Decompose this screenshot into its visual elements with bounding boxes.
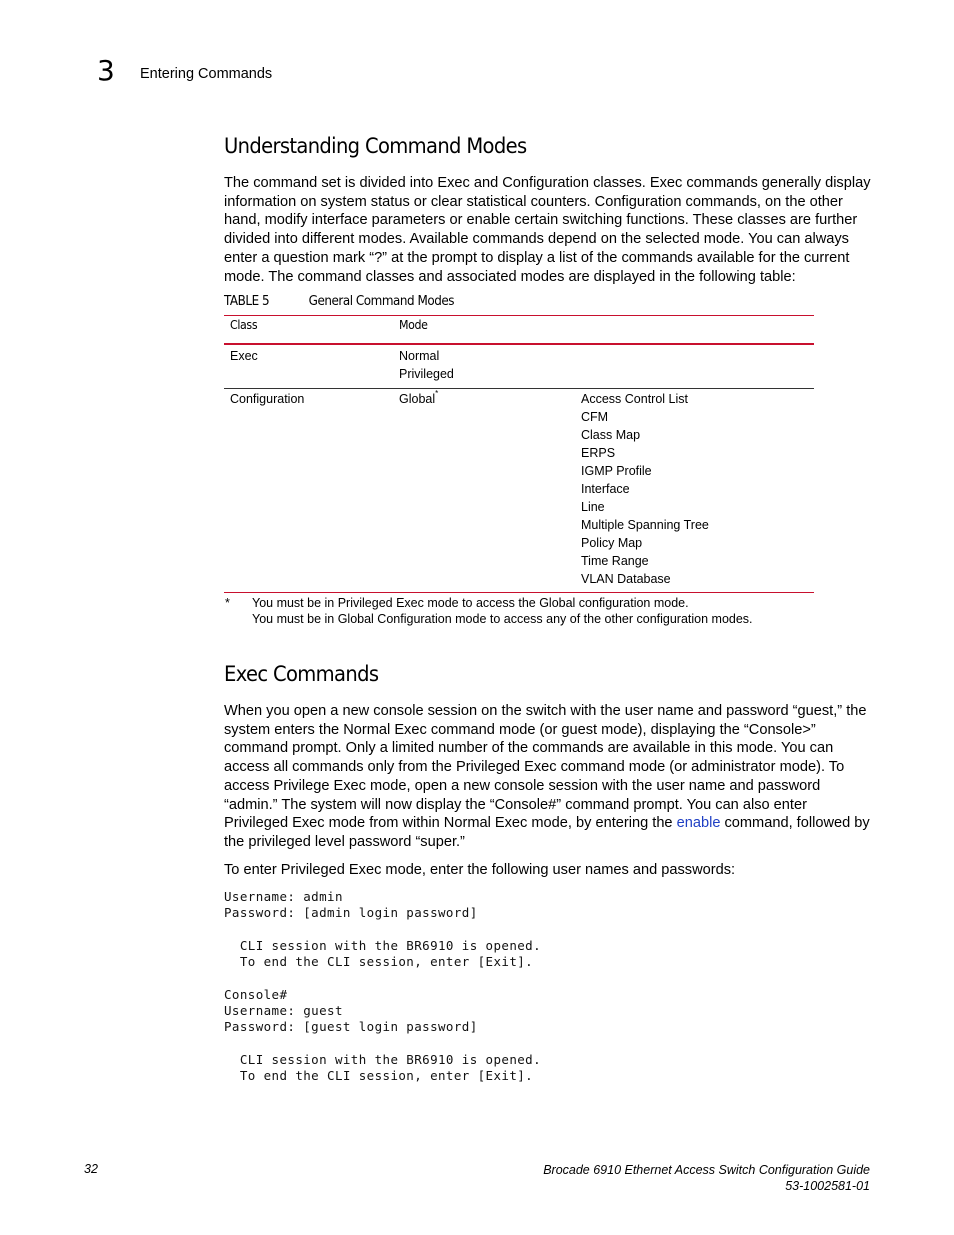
table-title: General Command Modes	[308, 294, 455, 309]
chapter-title: Entering Commands	[140, 66, 273, 82]
table-cell-class: Exec	[230, 349, 258, 363]
mode-item: Global*	[399, 389, 439, 406]
code-example: Username: admin Password: [admin login password] CLI session with the BR6910 is opened. To end the CLI session, enter [Exit]. Console# Username: guest Password: [guest login password] CLI session with the BR6910 is opened. To end the CLI session, enter [Exit].	[224, 889, 542, 1084]
footnote-marker: *	[435, 389, 439, 398]
table-row-divider	[224, 388, 814, 389]
exec-intro-text: To enter Privileged Exec mode, enter the following user names and passwords:	[224, 862, 736, 878]
table-header-mode: Mode	[399, 318, 428, 332]
submode-item: Policy Map	[581, 536, 643, 550]
table-cell-modes	[399, 390, 438, 408]
doc-number: 53-1002581-01	[785, 1179, 870, 1193]
table-footnote-marker: *	[225, 596, 230, 610]
submode-item: Interface	[581, 482, 630, 496]
table-top-rule	[224, 315, 814, 316]
table-bottom-rule	[224, 592, 814, 593]
submode-item: VLAN Database	[581, 572, 671, 586]
submode-item: IGMP Profile	[581, 464, 652, 478]
section-body-exec-commands: When you open a new console session on the switch with the user name and password “guest,” the system enters the Normal Exec command mode (or guest mode), displaying the “Console>” command prompt. Only a limited number of the commands are available in this mode. You can access all commands only from the Privileged Exec command mode (or administrator mode). To access Privilege Exec mode, open a new console session with the user name and password “admin.” The system will now display the “Console#” command prompt. You can also enter Privileged Exec mode from within Normal Exec mode, by entering the enable command, followed by the privileged level password “super.”	[224, 703, 870, 850]
chapter-number: 3	[97, 54, 115, 87]
submode-item: Time Range	[581, 554, 649, 568]
table-footnote: You must be in Privileged Exec mode to access the Global configuration mode. You must be in Global Configuration mode to access any of the other configuration modes.	[252, 596, 753, 626]
table-cell-class: Configuration	[230, 392, 305, 406]
submode-item: Class Map	[581, 428, 641, 442]
table-cell-submodes	[581, 390, 709, 588]
mode-item: Normal	[399, 349, 440, 363]
enable-command-link[interactable]: enable	[676, 815, 721, 832]
doc-title: Brocade 6910 Ethernet Access Switch Configuration Guide	[543, 1163, 870, 1177]
table-header-class: Class	[230, 318, 258, 332]
table-label: TABLE 5	[224, 294, 270, 309]
table-cell-modes	[399, 347, 454, 383]
submode-item: Access Control List	[581, 392, 688, 406]
submode-item: CFM	[581, 410, 609, 424]
submode-item: Line	[581, 500, 605, 514]
table-caption	[224, 294, 455, 309]
section-heading-command-modes: Understanding Command Modes	[224, 134, 527, 158]
table-header-rule	[224, 343, 814, 345]
section-body-command-modes: The command set is divided into Exec and Configuration classes. Exec commands generally display information on system status or clear statistical counters. Configuration commands, on the other hand, modify interface parameters or enable certain switching functions. These classes are further divided into different modes. Available commands depend on the selected mode. You can always enter a question mark “?” at the prompt to display a list of the commands available for the current mode. The command classes and associated modes are displayed in the following table:	[224, 175, 871, 285]
submode-item: ERPS	[581, 446, 616, 460]
submode-item: Multiple Spanning Tree	[581, 518, 709, 532]
mode-item: Privileged	[399, 367, 454, 381]
section-heading-exec-commands: Exec Commands	[224, 662, 379, 686]
page-number: 32	[84, 1162, 98, 1176]
footer-doc-info	[543, 1162, 870, 1194]
